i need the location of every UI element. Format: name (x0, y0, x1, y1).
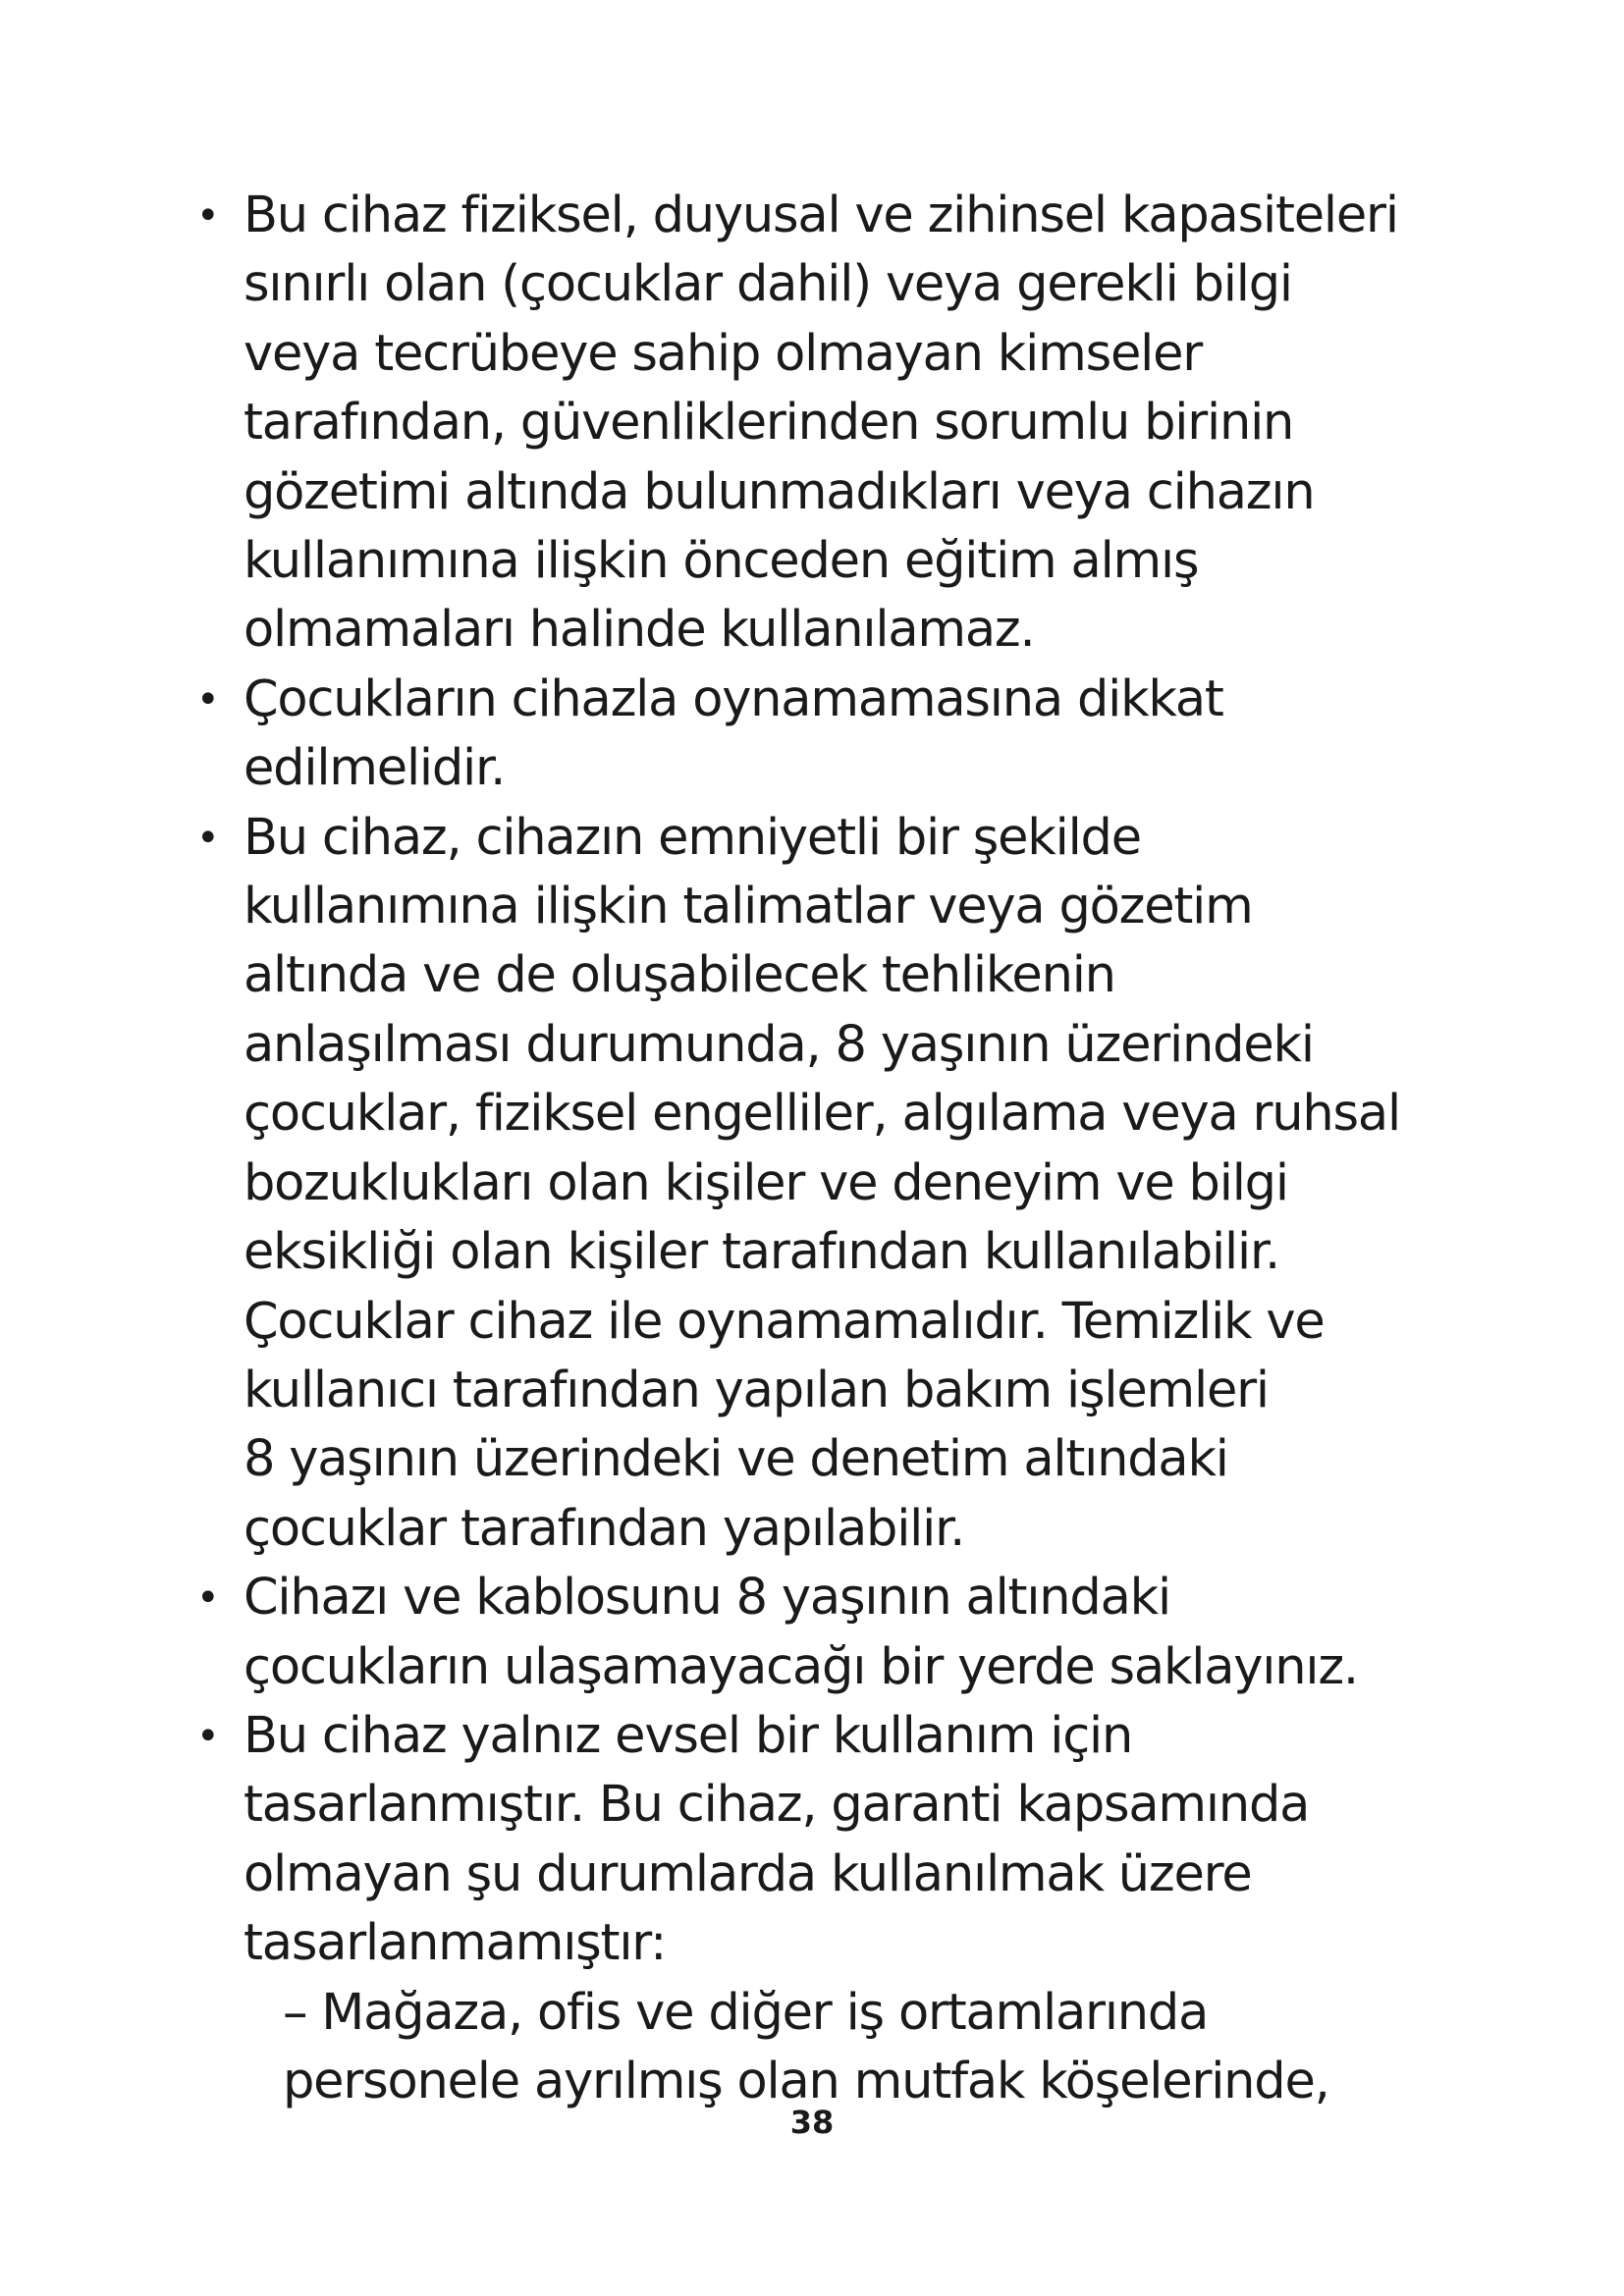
text-line: kullanıcı tarafından yapılan bakım işlemleri (244, 1361, 1269, 1419)
text-line: çocukların ulaşamayacağı bir yerde saklayınız. (244, 1637, 1358, 1696)
text-line: kullanımına ilişkin önceden eğitim almış (244, 532, 1199, 591)
text-line: veya tecrübeye sahip olmayan kimseler (244, 324, 1203, 383)
text-line: 8 yaşının üzerindeki ve denetim altındaki (244, 1430, 1228, 1489)
text-line: anlaşılması durumunda, 8 yaşının üzerindeki (244, 1015, 1314, 1074)
text-line: olmamaları halinde kullanılamaz. (244, 601, 1035, 660)
text-line: eksikliği olan kişiler tarafından kullanılabilir. (244, 1223, 1280, 1282)
text-line: tasarlanmıştır. Bu cihaz, garanti kapsamında (244, 1776, 1310, 1835)
text-line: edilmelidir. (244, 739, 506, 798)
text-line: Bu cihaz fiziksel, duyusal ve zihinsel kapasiteleri (244, 187, 1398, 244)
text-line: Bu cihaz, cihazın emniyetli bir şekilde (244, 808, 1141, 867)
list-item (196, 182, 1512, 666)
list-item (196, 1564, 1512, 1702)
bullet-marker: • (196, 1713, 220, 1759)
text-line: tarafından, güvenliklerinden sorumlu birinin (244, 394, 1294, 453)
text-line: gözetimi altında bulunmadıkları veya cihazın (244, 462, 1315, 521)
bullet-marker: • (196, 1575, 220, 1622)
text-line: Çocukların cihazla oynamamasına dikkat (244, 669, 1223, 728)
text-line: altında ve de oluşabilecek tehlikenin (244, 946, 1115, 1005)
text-line: kullanımına ilişkin talimatlar veya gözetim (244, 878, 1253, 936)
sub-item-line: personele ayrılmış olan mutfak köşelerinde, (283, 2052, 1329, 2110)
text-line: Cihazı ve kablosunu 8 yaşının altındaki (244, 1569, 1170, 1628)
list-item (196, 666, 1512, 804)
text-line: çocuklar, fiziksel engelliler, algılama veya ruhsal (244, 1085, 1400, 1144)
bullet-marker: • (196, 193, 220, 239)
page-number: 38 (789, 2104, 835, 2141)
list-item (196, 1702, 1512, 2116)
text-line: çocuklar tarafından yapılabilir. (244, 1499, 965, 1558)
text-line: Bu cihaz yalnız evsel bir kullanım için (244, 1706, 1133, 1765)
text-line: bozuklukları olan kişiler ve deneyim ve bilgi (244, 1153, 1288, 1212)
bullet-marker: • (196, 815, 220, 861)
text-line: Çocuklar cihaz ile oynamamalıdır. Temizlik ve (244, 1292, 1325, 1351)
sub-item-line: – Mağaza, ofis ve diğer iş ortamlarında (283, 1983, 1209, 2042)
list-item (196, 804, 1512, 1564)
text-line: sınırlı olan (çocuklar dahil) veya gerekli bilgi (244, 255, 1292, 314)
bullet-marker: • (196, 676, 220, 722)
safety-instructions-list (196, 182, 1512, 2116)
text-line: olmayan şu durumlarda kullanılmak üzere (244, 1844, 1252, 1903)
text-line: tasarlanmamıştır: (244, 1914, 667, 1973)
